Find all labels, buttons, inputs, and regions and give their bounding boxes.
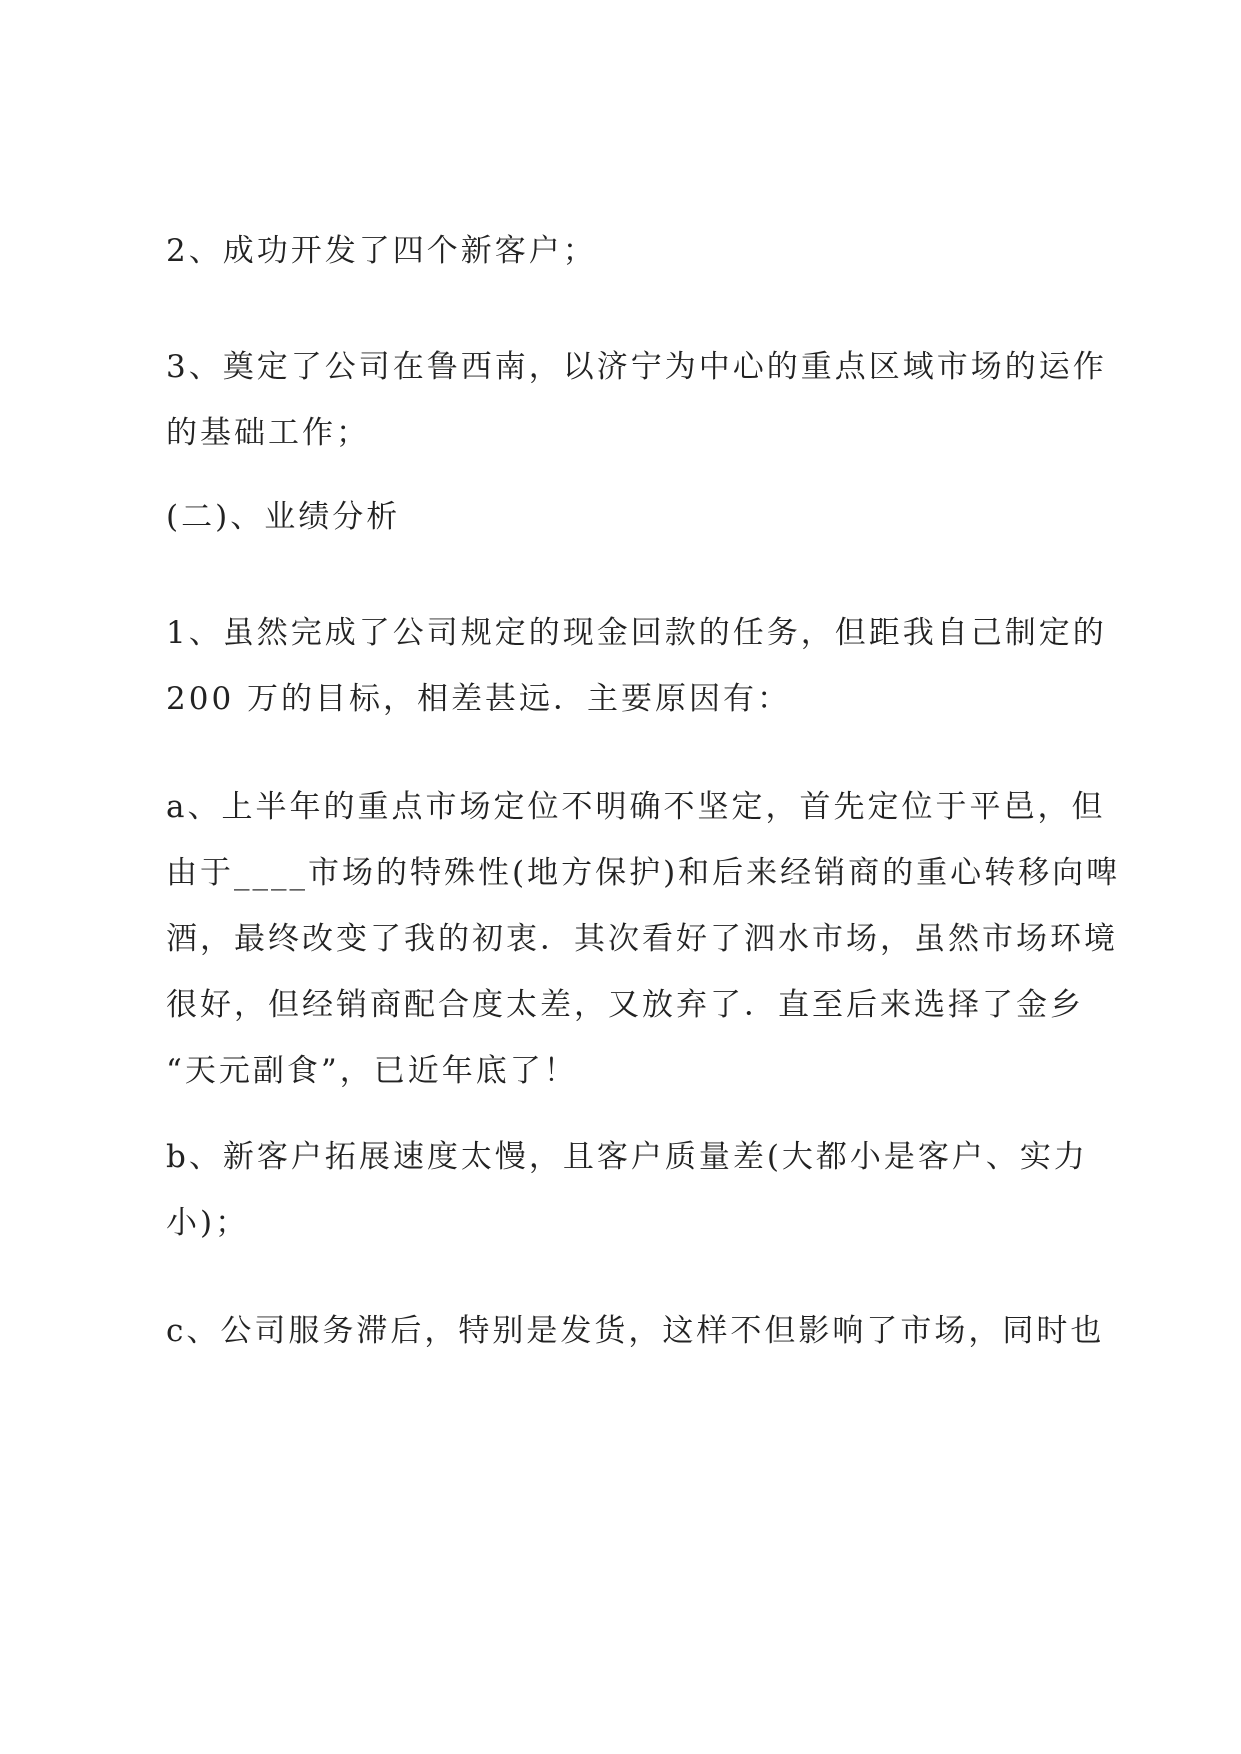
item-1-target-gap	[166, 600, 1106, 732]
reason-b-customer-expansion	[166, 1124, 1106, 1256]
reason-a-market-positioning	[166, 774, 1121, 1104]
text-line: 的基础工作；	[166, 415, 370, 451]
text-line: b、新客户拓展速度太慢，且客户质量差(大都小是客户、实力	[166, 1139, 1088, 1175]
reason-c-service-lag	[166, 1298, 1106, 1364]
item-3-regional-market	[166, 334, 1106, 466]
text-line: 200 万的目标，相差甚远．主要原因有：	[166, 681, 792, 717]
text-line: 3、奠定了公司在鲁西南，以济宁为中心的重点区域市场的运作	[166, 349, 1107, 385]
text-line: a、上半年的重点市场定位不明确不坚定，首先定位于平邑，但	[166, 789, 1106, 825]
text-line: 很好，但经销商配合度太差，又放弃了．直至后来选择了金乡	[166, 987, 1084, 1023]
text-line: 1、虽然完成了公司规定的现金回款的任务，但距我自己制定的	[166, 615, 1107, 651]
text-line: 2、成功开发了四个新客户；	[166, 233, 597, 269]
text-line: 酒，最终改变了我的初衷．其次看好了泗水市场，虽然市场环境	[166, 921, 1118, 957]
section-heading-performance-analysis	[166, 484, 1106, 550]
text-line: c、公司服务滞后，特别是发货，这样不但影响了市场，同时也	[166, 1313, 1105, 1349]
section-heading: (二)、业绩分析	[166, 499, 401, 535]
text-line: “天元副食”，已近年底了！	[166, 1053, 578, 1089]
text-line: 由于____市场的特殊性(地方保护)和后来经销商的重心转移向啤	[166, 855, 1121, 891]
text-line: 小)；	[166, 1205, 250, 1241]
item-2-new-customers	[166, 218, 1106, 284]
